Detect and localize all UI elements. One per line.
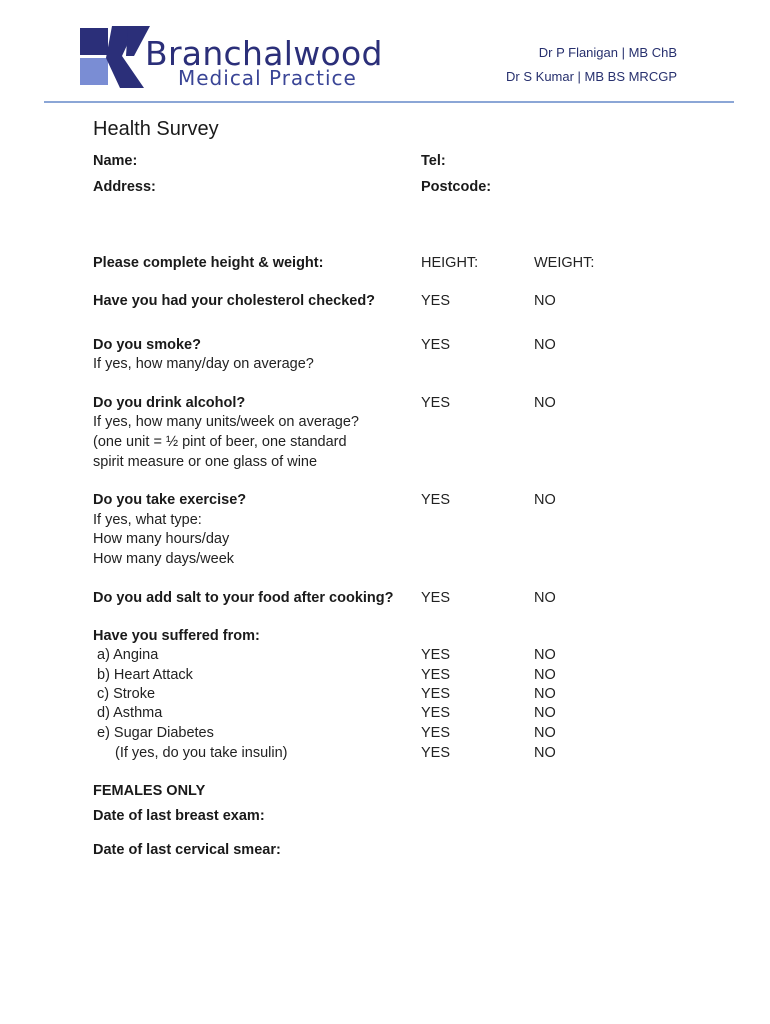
salt-no: NO [534, 590, 556, 606]
name-label: Name: [93, 153, 138, 169]
exercise-yes: YES [421, 492, 451, 508]
condition-label-heart-attack: b) Heart Attack [97, 667, 193, 683]
smoke-question: Do you smoke? [93, 337, 201, 353]
salt-question: Do you add salt to your food after cooking? [93, 590, 394, 606]
exercise-no: NO [534, 492, 556, 508]
address-label: Address: [93, 179, 156, 195]
condition-yes-stroke: YES [421, 686, 451, 702]
condition-no-diabetes: NO [534, 725, 556, 741]
condition-label-angina: a) Angina [97, 647, 159, 663]
doctor-1: Dr P Flanigan | MB ChB [538, 45, 677, 60]
condition-no-heart-attack: NO [534, 667, 556, 683]
exercise-detail-1: If yes, what type: [93, 512, 202, 528]
alcohol-detail-3: spirit measure or one glass of wine [93, 454, 318, 470]
condition-yes-insulin: YES [421, 745, 451, 761]
suffered-heading: Have you suffered from: [93, 628, 260, 644]
alcohol-detail-1: If yes, how many units/week on average? [93, 414, 359, 430]
cholesterol-yes: YES [421, 293, 451, 309]
condition-yes-diabetes: YES [421, 725, 451, 741]
height-weight-prompt: Please complete height & weight: [93, 255, 324, 271]
tel-label: Tel: [421, 153, 446, 169]
females-heading: FEMALES ONLY [93, 783, 206, 799]
weight-label: WEIGHT: [534, 255, 595, 271]
header-divider [44, 101, 734, 103]
condition-yes-asthma: YES [421, 705, 451, 721]
practice-subtitle: Medical Practice [178, 66, 357, 90]
condition-no-stroke: NO [534, 686, 556, 702]
condition-label-asthma: d) Asthma [97, 705, 163, 721]
condition-label-stroke: c) Stroke [97, 686, 156, 702]
condition-label-diabetes: e) Sugar Diabetes [97, 725, 214, 741]
exercise-detail-3: How many days/week [93, 551, 235, 567]
condition-no-angina: NO [534, 647, 556, 663]
condition-no-asthma: NO [534, 705, 556, 721]
height-label: HEIGHT: [421, 255, 479, 271]
cholesterol-no: NO [534, 293, 556, 309]
condition-yes-angina: YES [421, 647, 451, 663]
alcohol-detail-2: (one unit = ½ pint of beer, one standard [93, 434, 347, 450]
letterhead [0, 0, 770, 104]
breast-exam-label: Date of last breast exam: [93, 808, 265, 824]
exercise-detail-2: How many hours/day [93, 531, 230, 547]
practice-name: Branchalwood [145, 34, 383, 73]
smoke-detail: If yes, how many/day on average? [93, 356, 314, 372]
smoke-yes: YES [421, 337, 451, 353]
exercise-question: Do you take exercise? [93, 492, 247, 508]
alcohol-no: NO [534, 395, 556, 411]
postcode-label: Postcode: [421, 179, 492, 195]
condition-label-insulin: (If yes, do you take insulin) [115, 745, 288, 761]
smoke-no: NO [534, 337, 556, 353]
page-title: Health Survey [93, 118, 219, 140]
condition-no-insulin: NO [534, 745, 556, 761]
cholesterol-question: Have you had your cholesterol checked? [93, 293, 376, 309]
alcohol-question: Do you drink alcohol? [93, 395, 246, 411]
cervical-smear-label: Date of last cervical smear: [93, 842, 281, 858]
doctor-2: Dr S Kumar | MB BS MRCGP [506, 69, 677, 84]
doctor-list [506, 44, 677, 92]
salt-yes: YES [421, 590, 451, 606]
alcohol-yes: YES [421, 395, 451, 411]
condition-yes-heart-attack: YES [421, 667, 451, 683]
